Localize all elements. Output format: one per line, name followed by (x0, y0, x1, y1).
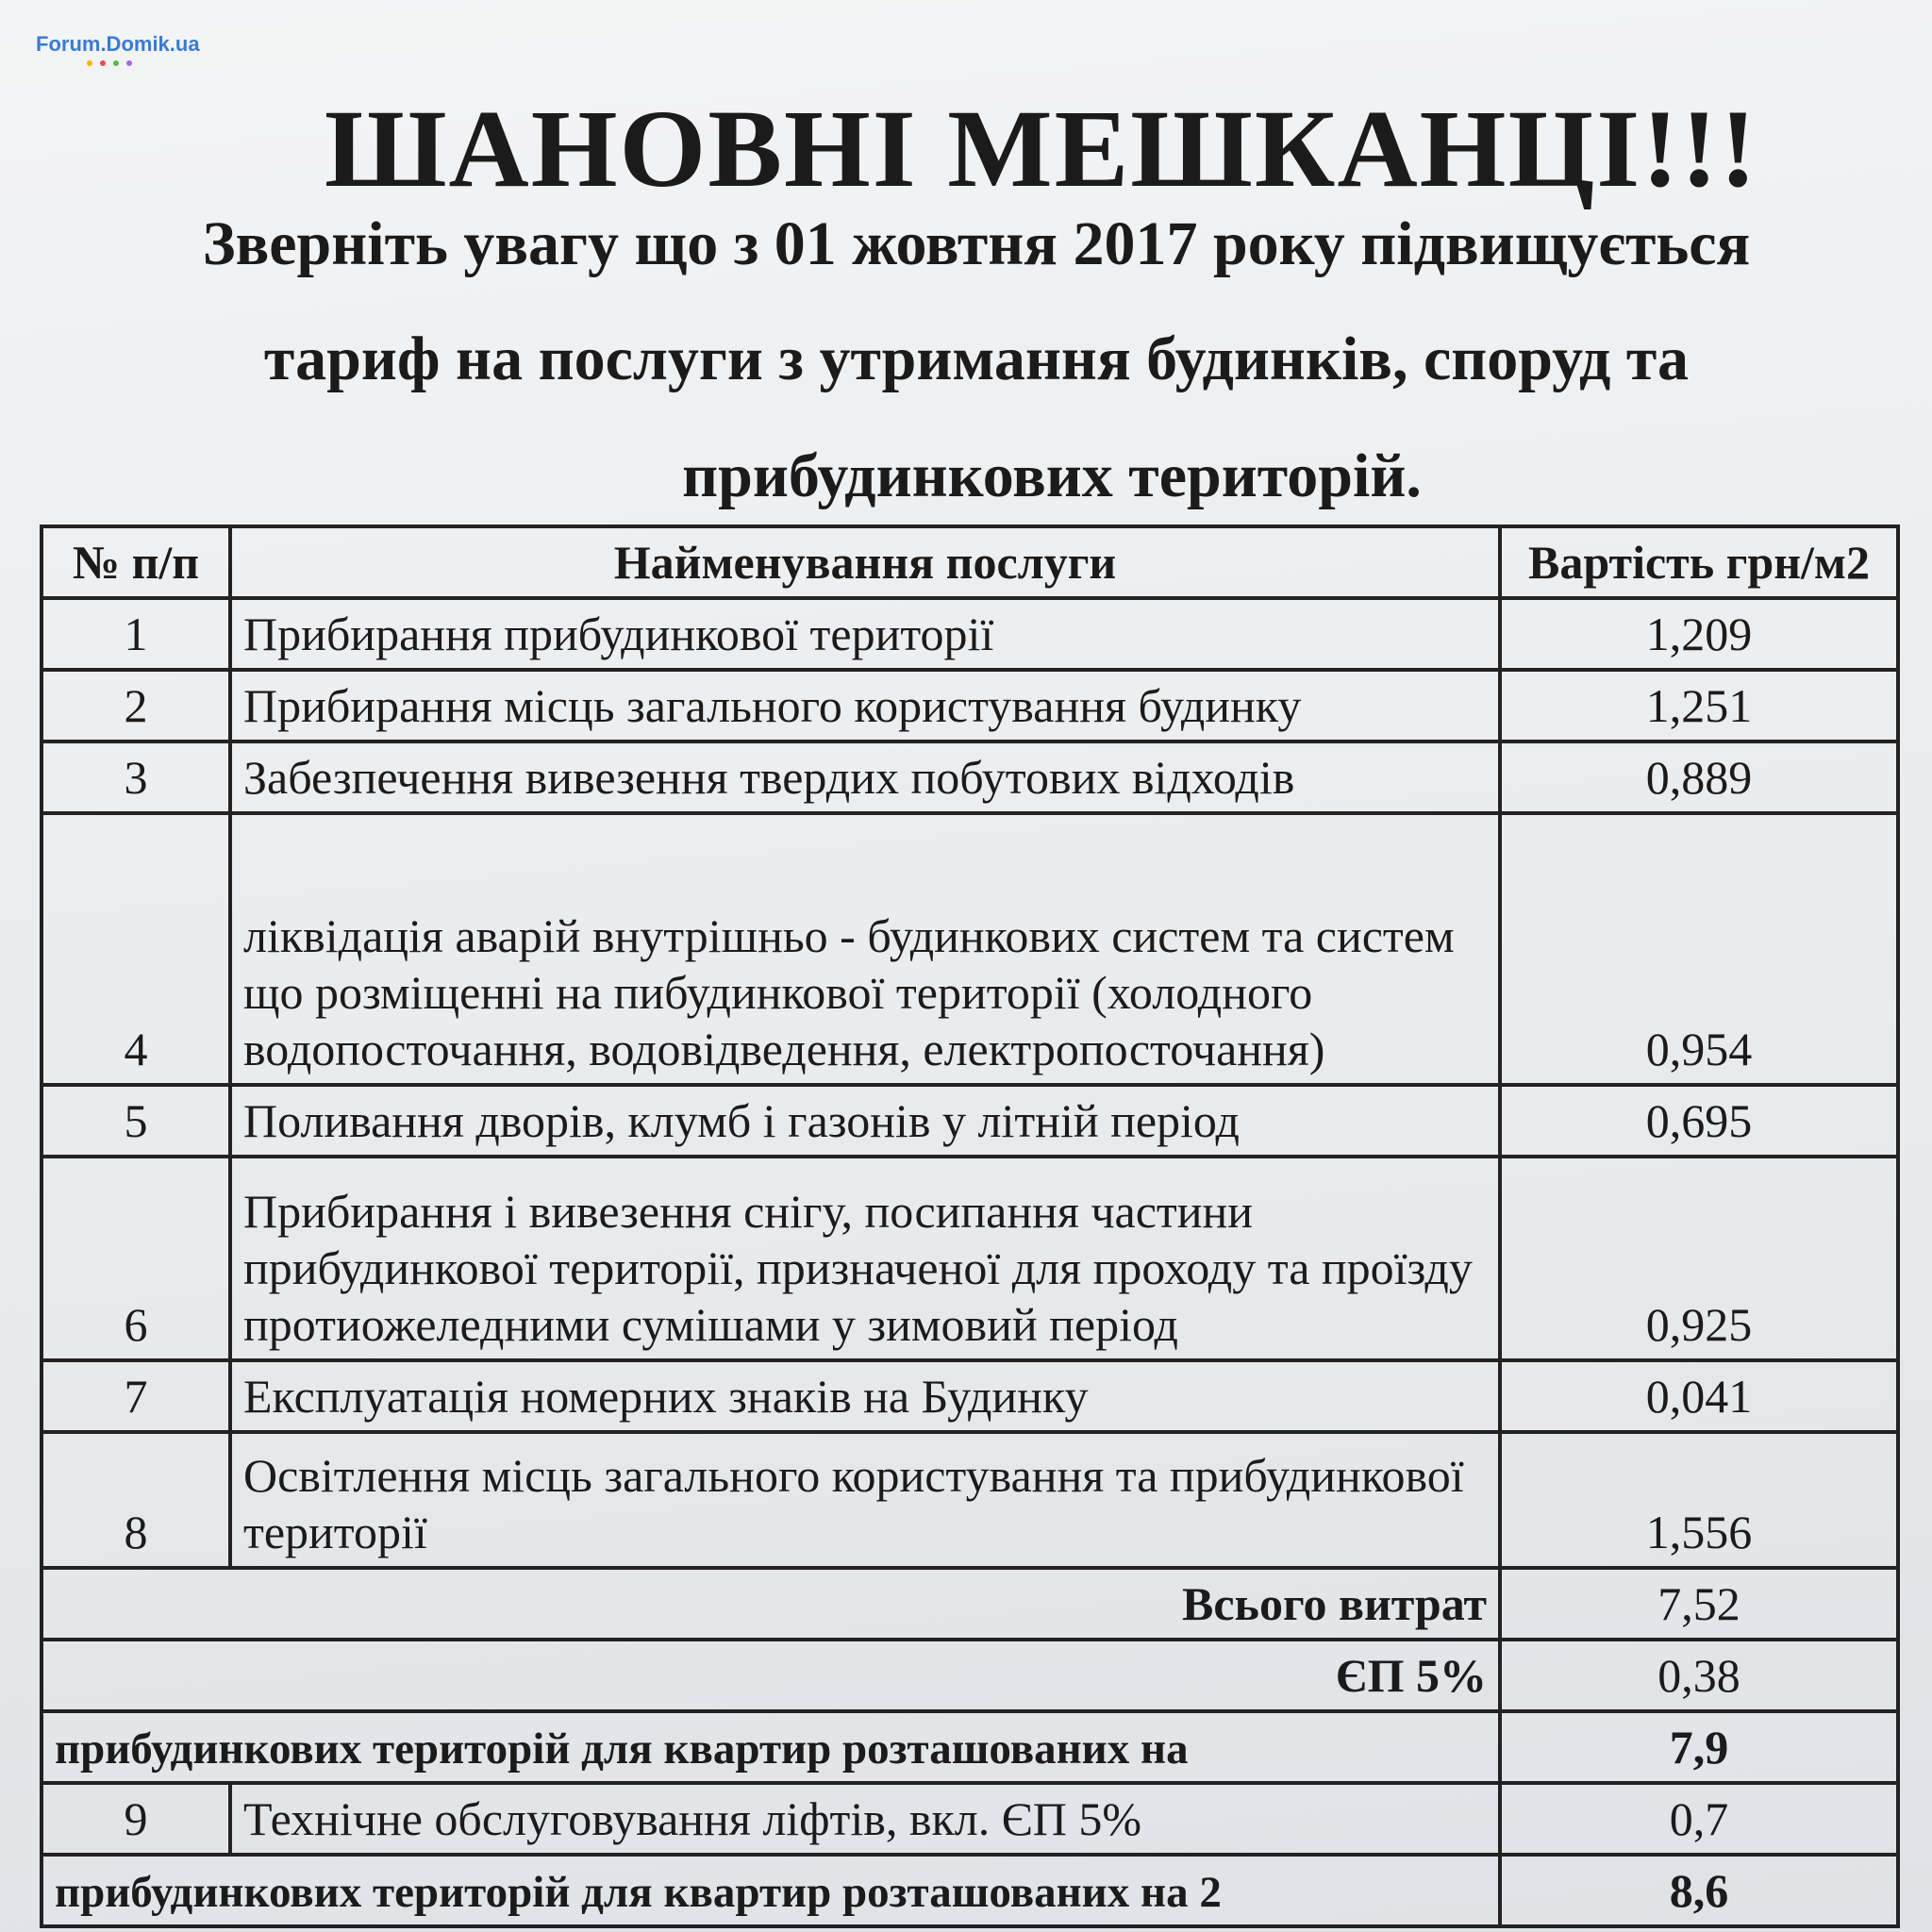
row-price: 1,556 (1500, 1432, 1898, 1568)
row-service: Експлуатація номерних знаків на Будинку (230, 1360, 1500, 1432)
row-price: 0,7 (1500, 1783, 1898, 1855)
table-row (42, 813, 1898, 1085)
row-number: 1 (42, 598, 230, 670)
row-service: Освітлення місць загального користування та прибудинкової території (230, 1432, 1500, 1568)
row-price: 0,041 (1500, 1360, 1898, 1432)
subtotal-label: прибудинкових територій для квартир розташованих на (42, 1711, 1500, 1783)
row-service: Технічне обслуговування ліфтів, вкл. ЄП 5% (230, 1783, 1500, 1855)
total-row (42, 1568, 1898, 1640)
total-value: 7,52 (1500, 1568, 1898, 1640)
header-service: Найменування послуги (230, 526, 1500, 598)
row-number: 5 (42, 1085, 230, 1157)
row-number: 4 (42, 813, 230, 1085)
row-number: 8 (42, 1432, 230, 1568)
subtotal-row (42, 1855, 1898, 1926)
row-service: ліквідація аварій внутрішньо - будинкових систем та систем що розміщенні на пибудинкової території (холодного водопосточання, водовідведення, електропосточання) (230, 813, 1500, 1085)
tariff-table (40, 525, 1900, 1928)
row-service: Прибирання і вивезення снігу, посипання частини прибудинкової території, призначеної для проходу та проїзду протиожеледними сумішами у зимовий період (230, 1157, 1500, 1360)
row-price: 0,889 (1500, 741, 1898, 813)
watermark-dots (87, 60, 132, 66)
table-row (42, 1085, 1898, 1157)
table-row (42, 1157, 1898, 1360)
row-number: 2 (42, 670, 230, 741)
vat-row (42, 1640, 1898, 1711)
row-price: 0,925 (1500, 1157, 1898, 1360)
subtotal-value: 8,6 (1500, 1855, 1898, 1926)
watermark-dot (126, 60, 132, 66)
table-header-row (42, 526, 1898, 598)
subtotal-value: 7,9 (1500, 1711, 1898, 1783)
header-number: № п/п (42, 526, 230, 598)
row-number: 7 (42, 1360, 230, 1432)
vat-label: ЄП 5% (42, 1640, 1500, 1711)
watermark-dot (113, 60, 119, 66)
table-row (42, 1432, 1898, 1568)
table-row (42, 670, 1898, 741)
row-service: Поливання дворів, клумб і газонів у літній період (230, 1085, 1500, 1157)
table-row (42, 598, 1898, 670)
vat-value: 0,38 (1500, 1640, 1898, 1711)
row-service: Прибирання прибудинкової території (230, 598, 1500, 670)
header-price: Вартість грн/м2 (1500, 526, 1898, 598)
row-service: Забезпечення вивезення твердих побутових відходів (230, 741, 1500, 813)
row-number: 9 (42, 1783, 230, 1855)
notice-line-3: прибудинкових територій. (682, 441, 1422, 510)
notice-title: ШАНОВНІ МЕШКАНЦІ!!! (324, 87, 1759, 210)
row-number: 3 (42, 741, 230, 813)
row-number: 6 (42, 1157, 230, 1360)
row-price: 1,251 (1500, 670, 1898, 741)
watermark-dot (87, 60, 92, 66)
table-row (42, 1360, 1898, 1432)
row-price: 1,209 (1500, 598, 1898, 670)
subtotal-label: прибудинкових територій для квартир розташованих на 2 (42, 1855, 1500, 1926)
table-row (42, 741, 1898, 813)
subtotal-row (42, 1711, 1898, 1783)
watermark: Forum.Domik.ua (36, 32, 200, 56)
row-service: Прибирання місць загального користування будинку (230, 670, 1500, 741)
row-price: 0,954 (1500, 813, 1898, 1085)
notice-line-1: Зверніть увагу що з 01 жовтня 2017 року підвищується (202, 209, 1751, 278)
notice-line-2: тариф на послуги з утримання будинків, споруд та (263, 325, 1690, 393)
table-row (42, 1783, 1898, 1855)
watermark-dot (100, 60, 106, 66)
row-price: 0,695 (1500, 1085, 1898, 1157)
total-label: Всього витрат (42, 1568, 1500, 1640)
